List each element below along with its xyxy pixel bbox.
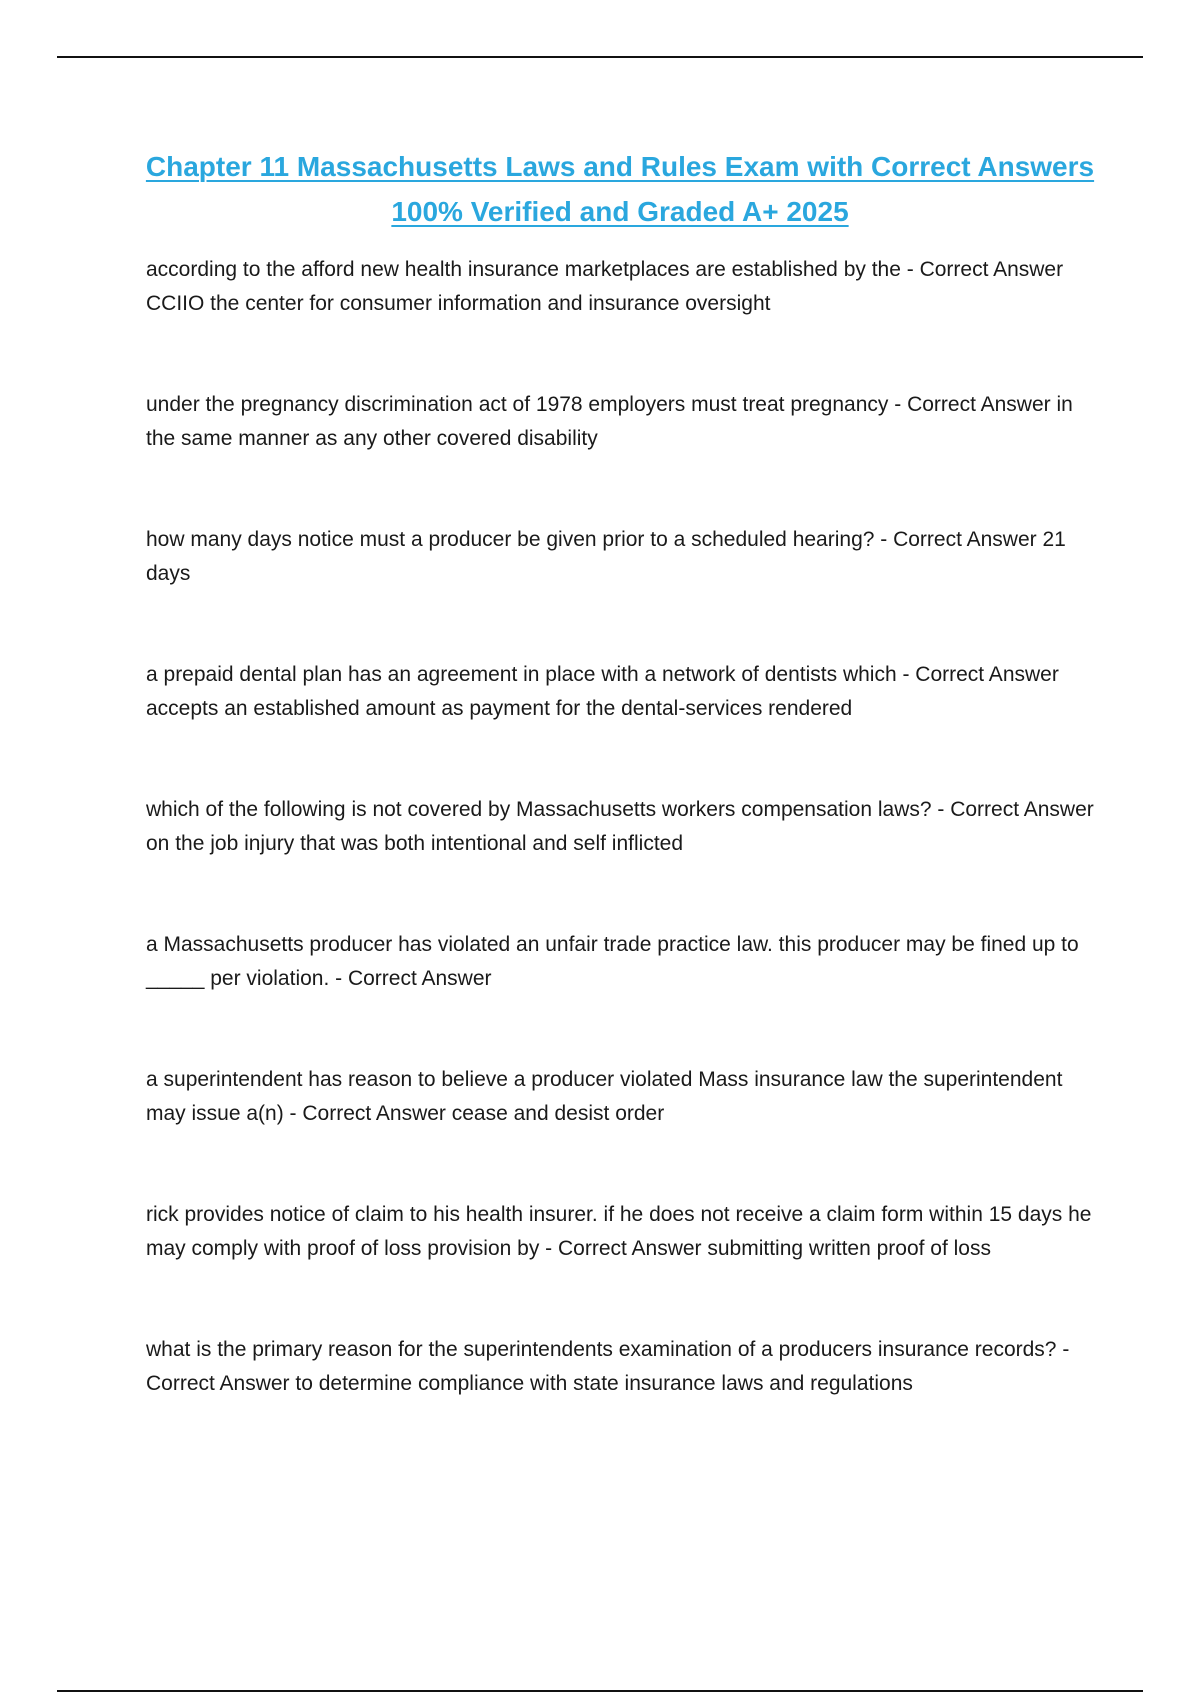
document-title [100,144,1140,234]
qa-item: what is the primary reason for the superintendents examination of a producers insurance records? - Correct Answer to determine compliance with state insurance laws and regulations [146,1338,1070,1395]
qa-item: a Massachusetts producer has violated an unfair trade practice law. this producer may be fined up to _____ per violation. - Correct Answer [146,933,1079,990]
qa-item: under the pregnancy discrimination act of 1978 employers must treat pregnancy - Correct Answer in the same manner as any other covered disability [146,393,1073,450]
title-line-2: 100% Verified and Graded A+ 2025 [391,196,849,227]
title-line-1: Chapter 11 Massachusetts Laws and Rules Exam with Correct Answers [145,151,1095,182]
qa-list [146,253,1096,1401]
qa-item: a prepaid dental plan has an agreement in place with a network of dentists which - Correct Answer accepts an established amount as payment for the dental-services rendered [146,663,1059,720]
bottom-rule [57,1690,1143,1692]
qa-item: rick provides notice of claim to his health insurer. if he does not receive a claim form within 15 days he may comply with proof of loss provision by - Correct Answer submitting written proof of loss [146,1203,1092,1260]
qa-item: which of the following is not covered by Massachusetts workers compensation laws? - Correct Answer on the job injury that was both intentional and self inflicted [146,798,1094,855]
qa-item: according to the afford new health insurance marketplaces are established by the - Correct Answer CCIIO the center for consumer information and insurance oversight [146,258,1064,315]
top-rule [57,56,1143,58]
qa-item: how many days notice must a producer be given prior to a scheduled hearing? - Correct Answer 21 days [146,528,1066,585]
qa-item: a superintendent has reason to believe a producer violated Mass insurance law the superintendent may issue a(n) - Correct Answer cease and desist order [146,1068,1063,1125]
